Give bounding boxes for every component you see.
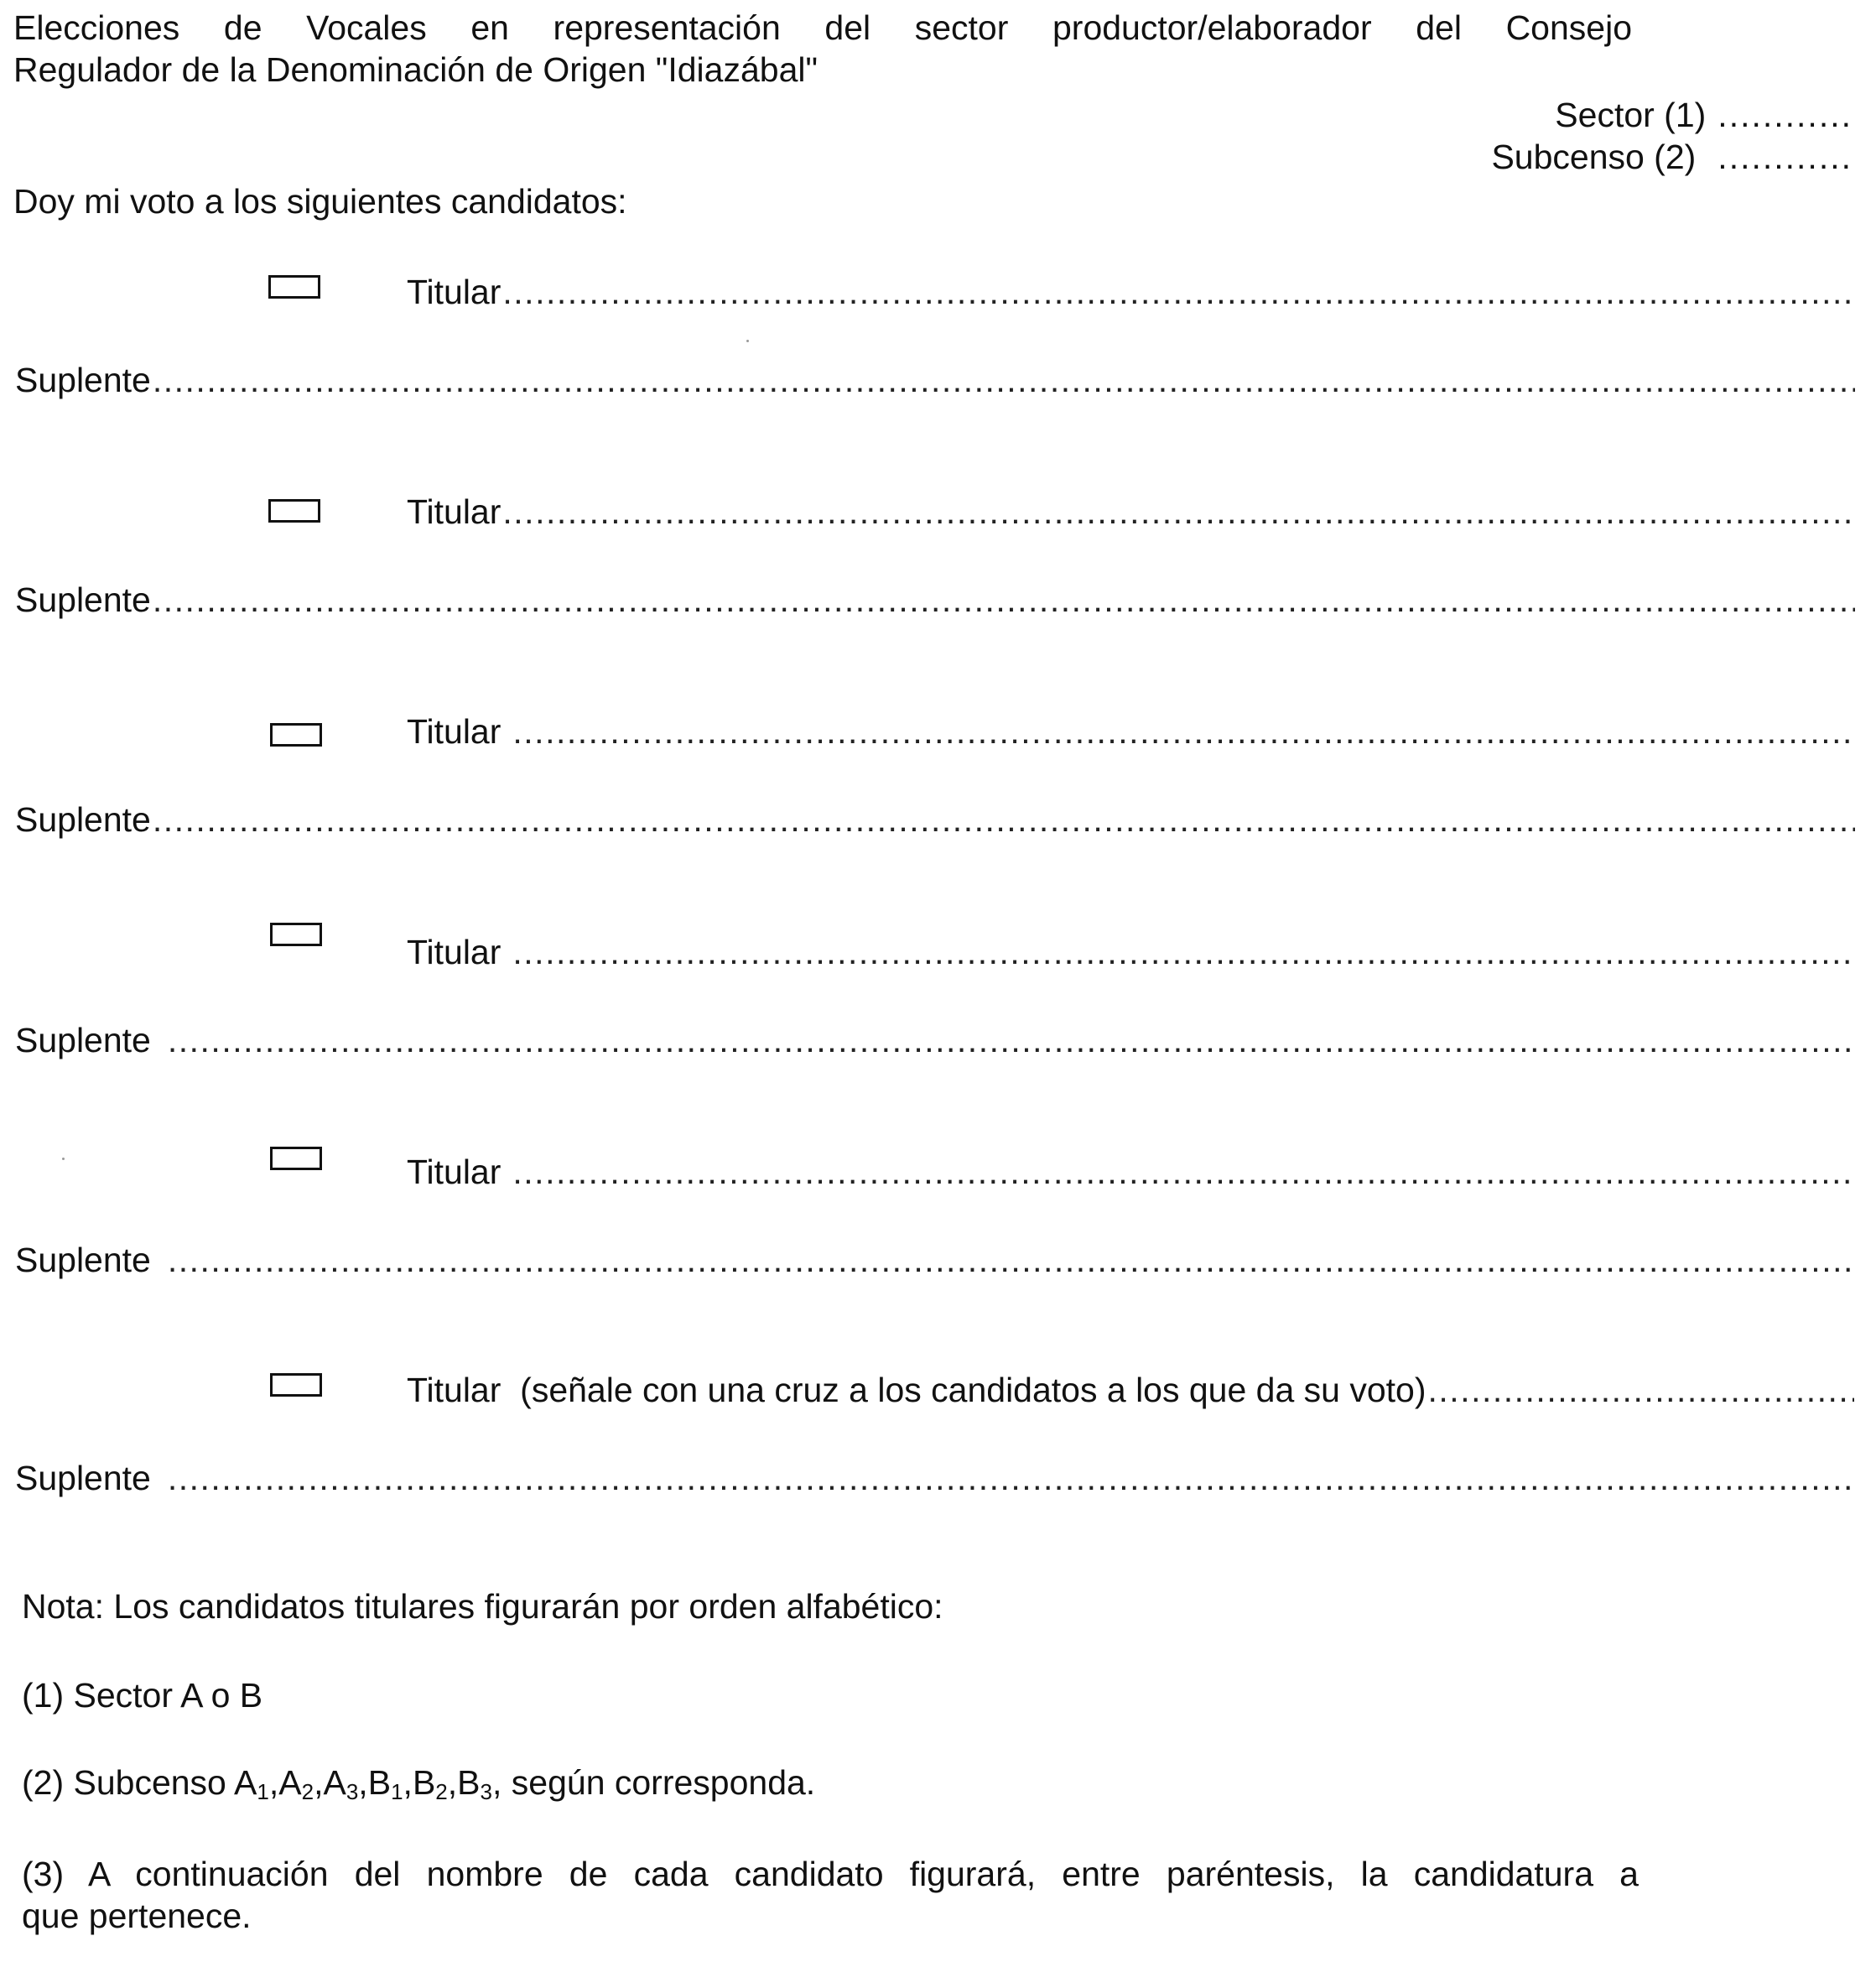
title-line-2: Regulador de la Denominación de Origen "Idiazábal" — [13, 50, 818, 90]
titular-line-5[interactable] — [407, 1151, 1854, 1193]
scan-speck — [746, 340, 749, 342]
subcenso-code: $B_1$ — [367, 1763, 403, 1804]
suplente-label: Suplente — [15, 1241, 151, 1279]
suplente-blank — [153, 359, 1855, 401]
suplente-label: Suplente — [15, 580, 151, 619]
titular-blank — [512, 1151, 1854, 1193]
footnote-3-line-1: (3) A continuación del nombre de cada candidato figurará, entre paréntesis, la candidatura a — [22, 1855, 1639, 1893]
title-line-1: Elecciones de Vocales en representación del sector productor/elaborador del Consejo — [13, 8, 1632, 47]
footnote-3-line-2: que pertenece. — [22, 1897, 252, 1936]
titular-label: Titular — [407, 273, 501, 311]
sector-label: Sector (1) — [1555, 96, 1707, 134]
titular-label: Titular — [407, 492, 501, 531]
suplente-line-1[interactable] — [15, 359, 1855, 401]
footnote-2-prefix: (2) Subcenso — [22, 1763, 234, 1802]
footnote-3 — [22, 1853, 1639, 1937]
titular-line-1[interactable] — [407, 271, 1854, 313]
scan-speck — [62, 1158, 65, 1160]
subcenso-code: $B_3$ — [457, 1763, 492, 1804]
sector-subcenso-block — [1491, 94, 1853, 178]
vote-checkbox-6[interactable] — [270, 1373, 322, 1397]
subcenso-blank: ............ — [1718, 138, 1853, 177]
vote-checkbox-5[interactable] — [270, 1147, 322, 1170]
titular-label: Titular — [407, 712, 501, 751]
titular-label: Titular — [407, 933, 501, 971]
intro-text: Doy mi voto a los siguientes candidatos: — [13, 182, 627, 221]
titular-line-3[interactable] — [407, 710, 1854, 752]
suplente-line-3[interactable] — [15, 799, 1855, 840]
titular-line-4[interactable] — [407, 931, 1854, 973]
suplente-label: Suplente — [15, 361, 151, 399]
subcenso-code: $A_3$ — [323, 1763, 359, 1804]
titular-label: Titular — [407, 1153, 501, 1191]
footnote-1: (1) Sector A o B — [22, 1676, 263, 1715]
titular-blank — [502, 491, 1854, 533]
suplente-blank — [168, 1239, 1855, 1281]
suplente-line-4[interactable] — [15, 1019, 1855, 1061]
footnote-2: (2) Subcenso $A_1,A_2,A_3,B_1,B_2,B_3$, según corresponda. — [22, 1763, 816, 1804]
vote-checkbox-4[interactable] — [270, 923, 322, 946]
subcenso-field[interactable] — [1491, 136, 1853, 178]
sector-blank: ............ — [1718, 96, 1853, 134]
note-order: Nota: Los candidatos titulares figurarán por orden alfabético: — [22, 1587, 943, 1626]
suplente-blank — [168, 1019, 1855, 1061]
form-title — [13, 7, 1632, 91]
titular-blank — [502, 271, 1854, 313]
titular-line-6[interactable] — [407, 1369, 1854, 1411]
suplente-label: Suplente — [15, 1459, 151, 1497]
suplente-blank — [168, 1457, 1855, 1499]
suplente-label: Suplente — [15, 1021, 151, 1059]
suplente-line-2[interactable] — [15, 579, 1855, 621]
sector-field[interactable] — [1491, 94, 1853, 136]
titular-blank — [512, 710, 1854, 752]
titular-blank — [1428, 1369, 1854, 1411]
titular-blank — [512, 931, 1854, 973]
footnote-2-suffix: , según corresponda. — [492, 1763, 816, 1802]
suplente-label: Suplente — [15, 800, 151, 839]
subcenso-code: $A_1$ — [234, 1763, 269, 1804]
titular-label-with-instruction: Titular (señale con una cruz a los candidatos a los que da su voto) — [407, 1371, 1426, 1409]
titular-line-2[interactable] — [407, 491, 1854, 533]
subcenso-code: $A_2$ — [278, 1763, 314, 1804]
subcenso-code: $B_2$ — [412, 1763, 448, 1804]
suplente-line-5[interactable] — [15, 1239, 1855, 1281]
vote-checkbox-2[interactable] — [268, 499, 320, 523]
vote-checkbox-3[interactable] — [270, 723, 322, 747]
suplente-line-6[interactable] — [15, 1457, 1855, 1499]
subcenso-label: Subcenso (2) — [1491, 138, 1697, 177]
suplente-blank — [153, 579, 1855, 621]
suplente-blank — [153, 799, 1855, 840]
vote-checkbox-1[interactable] — [268, 275, 320, 299]
